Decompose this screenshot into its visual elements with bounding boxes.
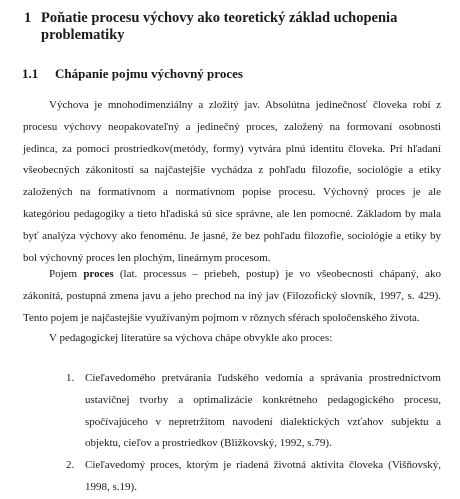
chapter-number: 1 (24, 10, 32, 26)
definition-list (66, 368, 441, 499)
paragraph-1-text: Výchova je mnohodimenziálny a zložitý jav. Absolútna jedinečnosť človeka robí z procesu výchovy neopakovateľný a jedinečný proces, založený na formovaní osobnosti jedinca, za pomoci prostriedkov(metódy, formy) vytvára plnú identitu človeka. Pri hľadaní všeobecných zákonitostí sa najčastejšie vychádza z pohľadu filozofie, sociológie a etiky založených na formatívnom a normatívnom popise procesu. Výchovný proces je ale kategóriou pedagogiky a tieto hľadiská sú sice správne, ale len pomocné. Základom by mala byť analýza výchovy ako fenoménu. Je jasné, že bez pohľadu filozofie, sociológie a etiky by bol výchovný proces len plochým, lineárnym procesom. (23, 99, 441, 264)
paragraph-3: V pedagogickej literatúre sa výchova chápe obvykle ako proces: (49, 332, 333, 344)
section-number: 1.1 (22, 66, 39, 81)
list-item-text: Cieľavedomého pretvárania ľudského vedomia a správania prostredníctvom ustavičnej tvorby a optimalizácie konkrétneho pedagogického procesu, spočívajúceho v nepretržitom navodení dialektických vzťahov subjektu a objektu, cieľov a prostriedkov (Bližkovský, 1992, s.79). (85, 372, 441, 450)
list-marker: 1. (66, 372, 75, 384)
paragraph-2-lead: Pojem (49, 268, 84, 280)
term-proces: proces (83, 268, 114, 280)
chapter-title: Poňatie procesu výchovy ako teoretický základ uchopenia problematiky (41, 10, 398, 43)
list-marker: 2. (66, 459, 75, 472)
section-heading (22, 66, 243, 82)
list-item-text: Cieľavedomý proces, ktorým je riadená životná aktivita človeka (Višňovský, 1998, s.19). (85, 459, 441, 493)
paragraph-2 (23, 264, 441, 329)
paragraph-1 (23, 95, 441, 269)
list-item (66, 368, 441, 455)
chapter-heading (24, 10, 444, 44)
section-title: Chápanie pojmu výchovný proces (55, 66, 243, 81)
paragraph-2-rest: (lat. processus – priebeh, postup) je vo všeobecnosti chápaný, ako zákonitá, postupná zmena javu a jeho prechod na iný jav (Filozofický slovník, 1997, s. 429). Tento pojem je najčastejšie využívaným pojmom v rôznych sférach spoločenského života. (23, 268, 441, 324)
list-item (66, 455, 441, 499)
